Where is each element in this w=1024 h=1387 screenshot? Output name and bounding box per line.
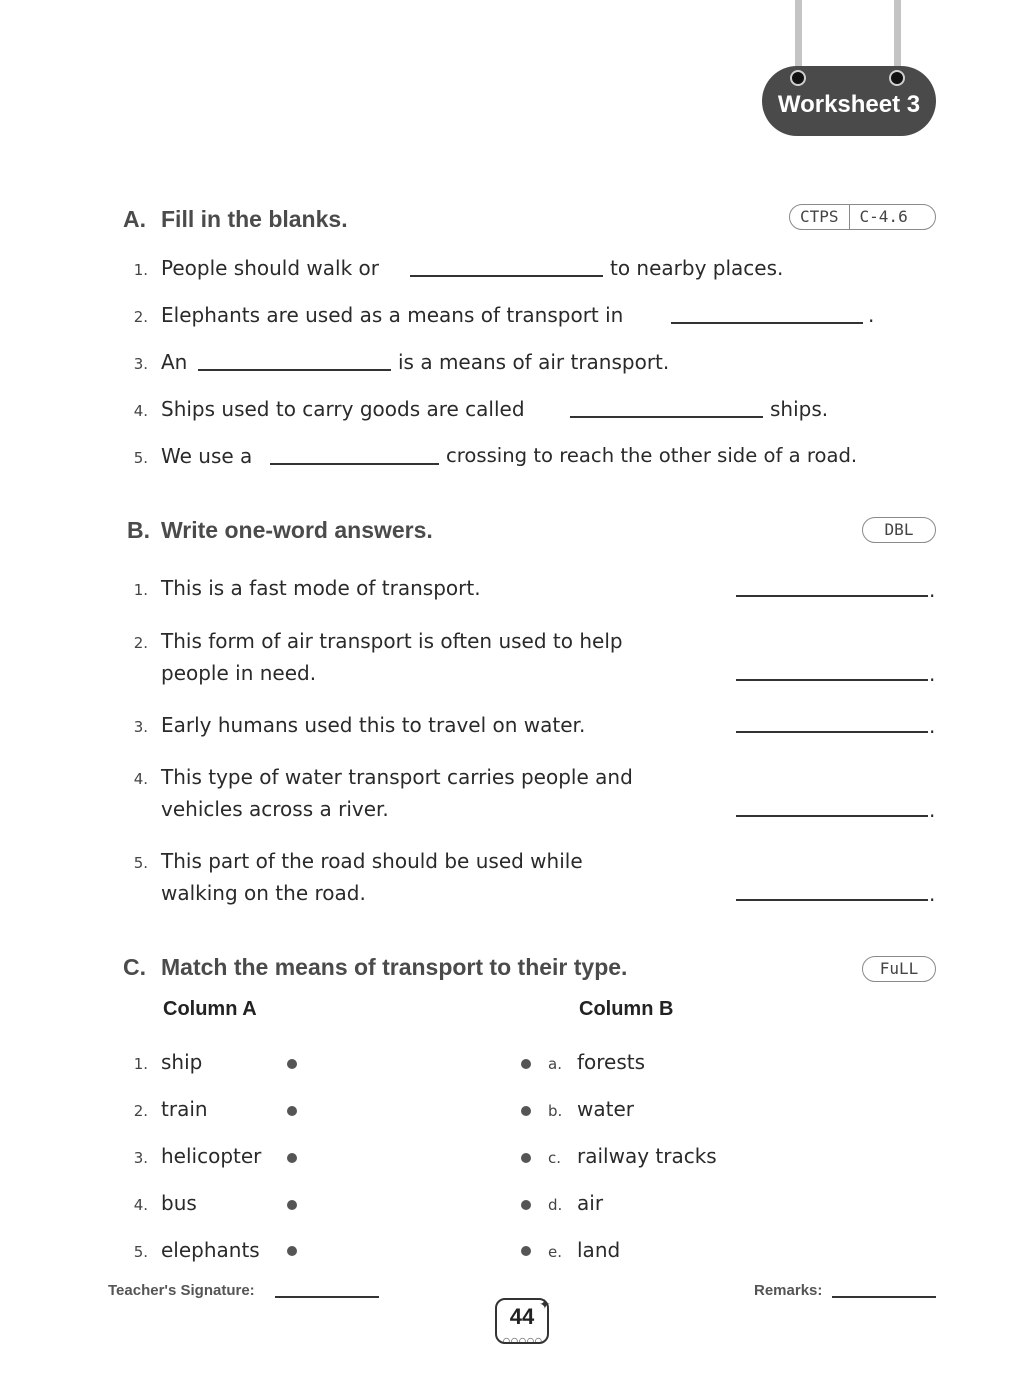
b5-period: . xyxy=(929,882,936,906)
tag-hanger-left xyxy=(795,0,802,74)
c-b3-match-dot[interactable] xyxy=(521,1153,531,1163)
worksheet-tag xyxy=(762,66,936,136)
section-b-title: Write one-word answers. xyxy=(161,517,433,543)
c-b2-text: water xyxy=(577,1097,634,1121)
b1-number: 1. xyxy=(133,581,148,599)
a1-text-before: People should walk or xyxy=(161,256,379,280)
c-a1-number: 1. xyxy=(133,1055,148,1073)
c-a4-number: 4. xyxy=(133,1196,148,1214)
c-a2-number: 2. xyxy=(133,1102,148,1120)
b4-answer-blank[interactable] xyxy=(736,815,928,817)
b2-number: 2. xyxy=(133,634,148,652)
c-a2-match-dot[interactable] xyxy=(287,1106,297,1116)
a4-text-before: Ships used to carry goods are called xyxy=(161,397,525,421)
a5-blank[interactable] xyxy=(270,463,439,465)
badge-code: C-4.6 xyxy=(859,207,908,226)
b2-line1: This form of air transport is often used to help xyxy=(161,629,623,653)
b4-number: 4. xyxy=(133,770,148,788)
c-a2-text: train xyxy=(161,1097,208,1121)
b3-line1: Early humans used this to travel on water. xyxy=(161,713,586,737)
a3-text-before: An xyxy=(161,350,188,374)
c-a5-number: 5. xyxy=(133,1243,148,1261)
section-a-letter: A. xyxy=(123,206,146,232)
b3-answer-blank[interactable] xyxy=(736,731,928,733)
b2-answer-blank[interactable] xyxy=(736,679,928,681)
badge-dbl: DBL xyxy=(884,520,914,539)
tag-hole-right xyxy=(889,70,905,86)
remarks-line[interactable] xyxy=(832,1296,936,1298)
tag-hole-left xyxy=(790,70,806,86)
a4-blank[interactable] xyxy=(570,416,763,418)
a1-number: 1. xyxy=(133,261,148,279)
c-b3-text: railway tracks xyxy=(577,1144,717,1168)
tag-hanger-right xyxy=(894,0,901,74)
section-b-badge xyxy=(862,517,936,543)
c-a5-match-dot[interactable] xyxy=(287,1246,297,1256)
c-b5-letter: e. xyxy=(548,1243,562,1261)
c-b5-match-dot[interactable] xyxy=(521,1246,531,1256)
c-a3-text: helicopter xyxy=(161,1144,262,1168)
page-badge-holes-icon: ○○○○○ xyxy=(503,1336,543,1345)
a3-text-after: is a means of air transport. xyxy=(398,350,670,374)
a2-blank[interactable] xyxy=(671,322,863,324)
c-b4-match-dot[interactable] xyxy=(521,1200,531,1210)
c-b5-text: land xyxy=(577,1238,621,1262)
c-a4-match-dot[interactable] xyxy=(287,1200,297,1210)
a5-number: 5. xyxy=(133,449,148,467)
c-b2-match-dot[interactable] xyxy=(521,1106,531,1116)
teacher-signature-line[interactable] xyxy=(275,1296,379,1298)
c-b4-letter: d. xyxy=(548,1196,563,1214)
page-number: 44 xyxy=(509,1304,535,1329)
column-b-header: Column B xyxy=(579,998,674,1020)
a2-text-after: . xyxy=(868,303,875,327)
a2-text-before: Elephants are used as a means of transport in xyxy=(161,303,624,327)
c-a3-match-dot[interactable] xyxy=(287,1153,297,1163)
section-c-title: Match the means of transport to their type. xyxy=(161,954,628,980)
a1-blank[interactable] xyxy=(410,275,603,277)
a5-text-before: We use a xyxy=(161,444,253,468)
b5-number: 5. xyxy=(133,854,148,872)
b1-line1: This is a fast mode of transport. xyxy=(161,576,481,600)
badge-ctps: CTPS xyxy=(800,207,839,226)
b4-line2: vehicles across a river. xyxy=(161,797,389,821)
section-a-title: Fill in the blanks. xyxy=(161,206,348,232)
c-a3-number: 3. xyxy=(133,1149,148,1167)
section-a-badge xyxy=(789,204,936,230)
c-b1-text: forests xyxy=(577,1050,646,1074)
c-b4-text: air xyxy=(577,1191,604,1215)
column-a-header: Column A xyxy=(163,998,257,1020)
c-b2-letter: b. xyxy=(548,1102,563,1120)
teacher-signature-label: Teacher's Signature: xyxy=(108,1282,255,1299)
section-c-letter: C. xyxy=(123,954,146,980)
remarks-label: Remarks: xyxy=(754,1282,823,1299)
c-a4-text: bus xyxy=(161,1191,197,1215)
c-b3-letter: c. xyxy=(548,1149,562,1167)
a4-text-after: ships. xyxy=(770,397,829,421)
c-a1-text: ship xyxy=(161,1050,203,1074)
a4-number: 4. xyxy=(133,402,148,420)
b5-line1: This part of the road should be used while xyxy=(161,849,583,873)
a5-text-after: crossing to reach the other side of a road. xyxy=(446,444,858,467)
a1-text-after: to nearby places. xyxy=(610,256,784,280)
b1-period: . xyxy=(929,578,936,602)
b2-period: . xyxy=(929,662,936,686)
worksheet-label: Worksheet 3 xyxy=(777,91,921,118)
badge-full: FuLL xyxy=(879,959,919,978)
c-a5-text: elephants xyxy=(161,1238,260,1262)
a2-number: 2. xyxy=(133,308,148,326)
b3-number: 3. xyxy=(133,718,148,736)
b3-period: . xyxy=(929,714,936,738)
b4-period: . xyxy=(929,798,936,822)
c-b1-match-dot[interactable] xyxy=(521,1059,531,1069)
b1-answer-blank[interactable] xyxy=(736,595,928,597)
c-a1-match-dot[interactable] xyxy=(287,1059,297,1069)
a3-number: 3. xyxy=(133,355,148,373)
page-badge-star-icon: ✦ xyxy=(539,1297,551,1313)
section-b-letter: B. xyxy=(127,517,150,543)
b5-answer-blank[interactable] xyxy=(736,899,928,901)
a3-blank[interactable] xyxy=(198,369,391,371)
section-c-badge xyxy=(862,956,936,982)
c-b1-letter: a. xyxy=(548,1055,562,1073)
b2-line2: people in need. xyxy=(161,661,317,685)
b4-line1: This type of water transport carries people and xyxy=(161,765,633,789)
b5-line2: walking on the road. xyxy=(161,881,366,905)
